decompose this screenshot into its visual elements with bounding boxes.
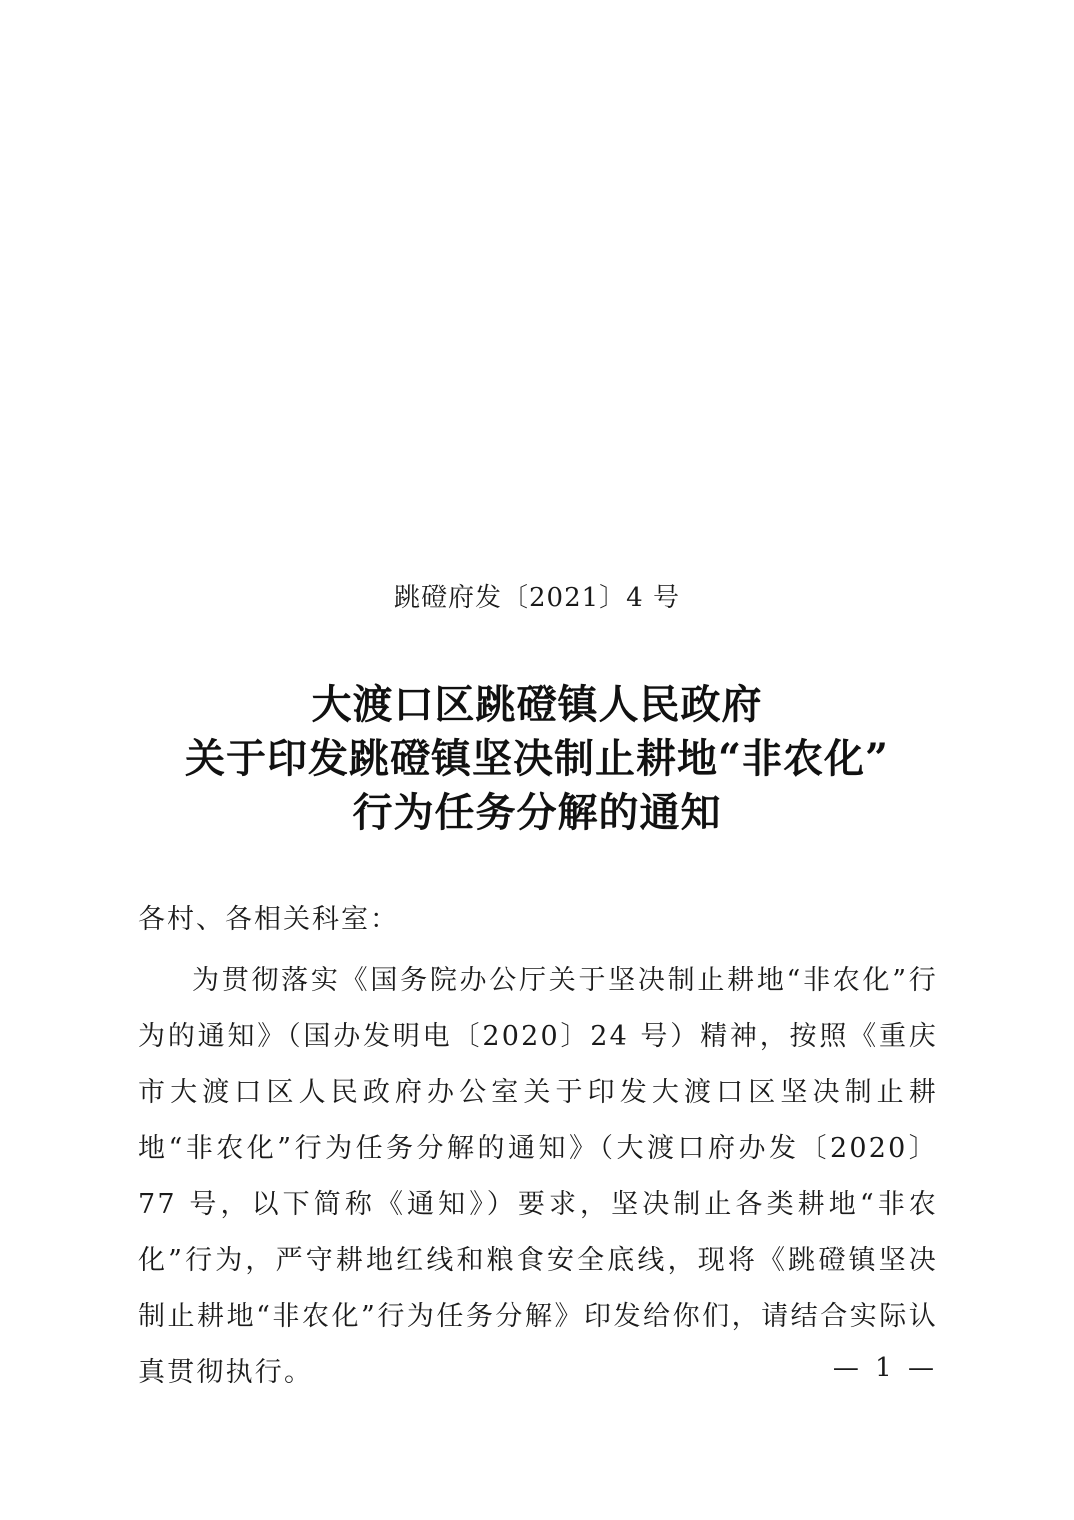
page-number: — 1 — (832, 1353, 938, 1383)
body-paragraph: 为贯彻落实《国务院办公厅关于坚决制止耕地“非农化”行为的通知》（国办发明电〔2020〕24 号）精神，按照《重庆市大渡口区人民政府办公室关于印发大渡口区坚决制止耕地“非农化”行为任务分解的通知》（大渡口府办发〔2020〕77 号，以下简称《通知》）要求，坚决制止各类耕地“非农化”行为，严守耕地红线和粮食安全底线，现将《跳磴镇坚决制止耕地“非农化”行为任务分解》印发给你们，请结合实际认真贯彻执行。 (138, 965, 938, 1388)
salutation: 各村、各相关科室： (138, 904, 399, 935)
title-line-3: 行为任务分解的通知 (352, 789, 722, 836)
title-line-1: 大渡口区跳磴镇人民政府 (311, 681, 763, 728)
title-line-2: 关于印发跳磴镇坚决制止耕地“非农化” (184, 735, 889, 782)
document-title (0, 678, 1074, 840)
document-number: 跳磴府发〔2021〕4 号 (394, 583, 680, 613)
